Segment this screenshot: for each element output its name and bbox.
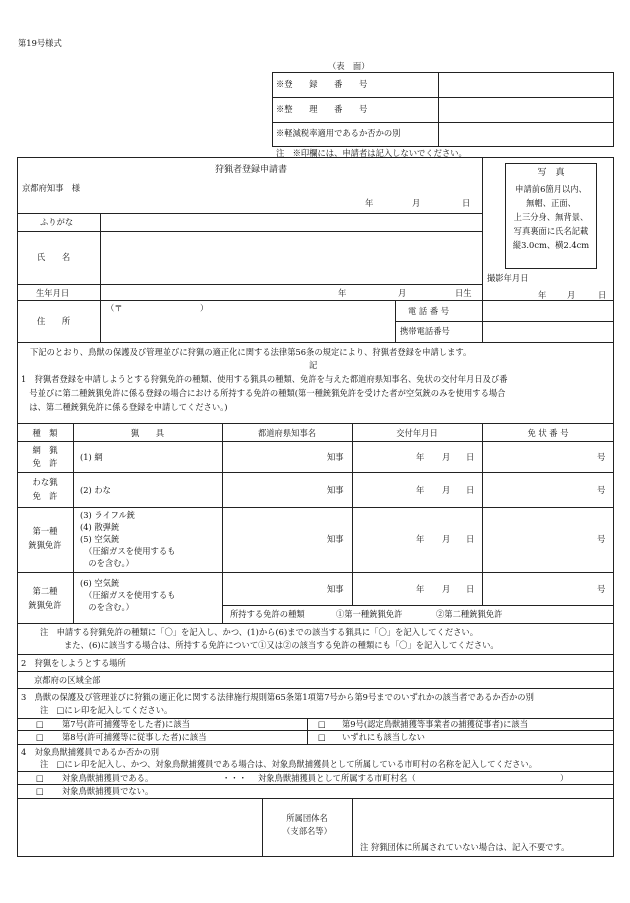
- processing-number-label: ※整 理 番 号: [276, 104, 368, 114]
- application-day-label: 日: [462, 198, 471, 208]
- issue-day-label: 日: [466, 485, 475, 495]
- phone-field[interactable]: [484, 302, 612, 320]
- section3-note: 注 □にレ印を記入してください。: [40, 705, 173, 715]
- tax-rate-label: ※軽減税率適用であるか否かの別: [276, 128, 401, 138]
- tool-label: のを含む。）: [80, 602, 134, 612]
- tool-label: (6) 空気銃: [80, 578, 120, 588]
- col-header-licence-number: 免 状 番 号: [527, 428, 569, 438]
- section4-title: 4 対象鳥獣捕獲員であるか否かの別: [21, 747, 160, 757]
- rule-none-label: いずれにも該当しない: [342, 732, 425, 742]
- birth-date-field[interactable]: [102, 286, 480, 299]
- section1-text: 号並びに第二種銃猟免許に係る登録の場合における所持する免許の種類(第一種銃猟免許を受けた者が空気銃のみを使用する場合: [21, 388, 506, 398]
- tool-label: (2) わな: [80, 485, 111, 495]
- kind-label: 銃猟免許: [28, 600, 62, 610]
- issue-day-label: 日: [466, 534, 475, 544]
- ki-label: 記: [309, 360, 318, 370]
- addressee: 京都府知事 様: [22, 183, 81, 193]
- office-note: 注 ※印欄には、申請者は記入しないでください。: [276, 148, 467, 158]
- tool-label: （圧縮ガスを使用するも: [80, 590, 176, 600]
- checkbox-capturer-yes[interactable]: □: [36, 773, 44, 783]
- municipality-close: ）: [560, 773, 569, 783]
- rule-9-label: 第9号(認定鳥獣捕獲等事業者の捕獲従事者)に該当: [342, 719, 528, 729]
- photo-instruction: 無帽、正面、: [526, 198, 576, 208]
- birth-year-label: 年: [338, 288, 347, 298]
- photo-instruction: 写真裏面に氏名記載: [513, 226, 589, 236]
- tool-label: (3) ライフル銃: [80, 510, 136, 520]
- dots: ・・・: [222, 773, 247, 783]
- issue-month-label: 月: [442, 534, 451, 544]
- governor-suffix: 知事: [327, 534, 344, 544]
- affiliation-note: 注 狩猟団体に所属されていない場合は、記入不要です。: [360, 842, 570, 852]
- issue-year-label: 年: [416, 485, 425, 495]
- phone-label: 電 話 番 号: [408, 306, 450, 316]
- application-year-label: 年: [365, 198, 374, 208]
- registration-number-label: ※登 録 番 号: [276, 79, 368, 89]
- form-title: 狩猟者登録申請書: [215, 165, 288, 175]
- issue-year-label: 年: [416, 584, 425, 594]
- held-licence-option-1[interactable]: ①第一種銃猟免許: [336, 609, 403, 619]
- col-header-tools: 猟 具: [130, 428, 165, 438]
- rule-8-label: 第8号(許可捕獲等に従事した者)に該当: [62, 732, 207, 742]
- kind-label: 第二種: [32, 586, 58, 596]
- birth-date-label: 生年月日: [36, 288, 70, 298]
- tool-label: (4) 散弾銃: [80, 522, 120, 532]
- held-licence-option-2[interactable]: ②第二種銃猟免許: [436, 609, 503, 619]
- kind-label: 第一種: [32, 526, 58, 536]
- section1-text: 1 狩猟者登録を申請しようとする狩猟免許の種類、使用する猟具の種類、免許を与えた都道府県知事名、免状の交付年月日及び番: [21, 374, 508, 384]
- tool-label: のを含む。）: [80, 558, 134, 568]
- municipality-label: 対象鳥獣捕獲員として所属する市町村名（: [258, 773, 416, 783]
- affiliation-field[interactable]: [354, 800, 612, 838]
- photo-instruction: 上三分身、無背景、: [513, 212, 589, 222]
- governor-suffix: 知事: [327, 584, 344, 594]
- mobile-label: 携帯電話番号: [400, 326, 450, 336]
- postal-open: （〒: [106, 303, 123, 313]
- mobile-field[interactable]: [484, 323, 612, 341]
- statement: 下記のとおり、鳥獣の保護及び管理並びに狩猟の適正化に関する法律第56条の規定により、狩猟者登録を申請します。: [30, 347, 472, 357]
- photo-day-label: 日: [598, 290, 607, 300]
- name-field[interactable]: [102, 233, 480, 283]
- held-licence-label: 所持する免許の種類: [230, 609, 305, 619]
- address-label: 住 所: [37, 316, 71, 326]
- checkbox-rule-9[interactable]: □: [318, 719, 326, 729]
- checkbox-rule-7[interactable]: □: [36, 719, 44, 729]
- furigana-label: ふりがな: [40, 217, 74, 227]
- name-label: 氏 名: [37, 252, 71, 262]
- photo-instruction: 申請前6箇月以内、: [515, 184, 587, 194]
- affiliation-label: 所属団体名: [286, 813, 328, 823]
- tax-rate-field[interactable]: [440, 124, 612, 146]
- section1-text: は、第二種銃猟免許に係る登録を申請してください。): [21, 402, 228, 412]
- photo-instruction: 縦3.0cm、横2.4cm: [512, 240, 590, 250]
- issue-year-label: 年: [416, 534, 425, 544]
- photo-taken-date-label: 撮影年月日: [487, 273, 529, 283]
- kind-label: わな猟: [32, 477, 58, 487]
- licence-number-suffix: 号: [597, 485, 606, 495]
- licence-number-suffix: 号: [597, 584, 606, 594]
- birth-month-label: 月: [398, 288, 407, 298]
- issue-month-label: 月: [442, 452, 451, 462]
- application-month-label: 月: [412, 198, 421, 208]
- processing-number-field[interactable]: [440, 99, 612, 121]
- checkbox-capturer-no[interactable]: □: [36, 786, 44, 796]
- licence-number-suffix: 号: [597, 534, 606, 544]
- checkbox-rule-none[interactable]: □: [318, 732, 326, 742]
- section4-note: 注 □にレ印を記入し、かつ、対象鳥獣捕獲員である場合は、対象鳥獣捕獲員として所属している市町村の名称を記入してください。: [40, 759, 538, 769]
- kind-label: 銃猟免許: [28, 540, 62, 550]
- front-side-label: （表 面）: [328, 61, 370, 71]
- governor-suffix: 知事: [327, 485, 344, 495]
- table-note: また、(6)に該当する場合は、所持する免許について①又は②の該当する免許の種類にも「〇」を記入してください。: [64, 640, 499, 650]
- birth-day-label: 日生: [455, 288, 472, 298]
- rule-7-label: 第7号(許可捕獲等をした者)に該当: [62, 719, 190, 729]
- capturer-no-label: 対象鳥獣捕獲員でない。: [62, 786, 154, 796]
- table-note: 注 申請する狩猟免許の種類に「〇」を記入し、かつ、(1)から(6)までの該当する猟具に「〇」を記入してください。: [40, 627, 479, 637]
- municipality-field[interactable]: [436, 772, 556, 783]
- checkbox-rule-8[interactable]: □: [36, 732, 44, 742]
- section3-title: 3 鳥獣の保護及び管理並びに狩猟の適正化に関する法律施行規則第65条第1項第7号から第9号までのいずれかの該当者であるか否かの別: [21, 692, 534, 702]
- issue-month-label: 月: [442, 584, 451, 594]
- section2-value: 京都府の区域全部: [34, 675, 101, 685]
- col-header-governor: 都道府県知事名: [257, 428, 317, 438]
- kind-label: 免 許: [32, 491, 58, 501]
- section2-title: 2 狩猟をしようとする場所: [21, 658, 126, 668]
- issue-day-label: 日: [466, 452, 475, 462]
- kind-label: 免 許: [32, 458, 58, 468]
- governor-suffix: 知事: [327, 452, 344, 462]
- form-number: 第19号様式: [18, 38, 62, 48]
- issue-month-label: 月: [442, 485, 451, 495]
- issue-year-label: 年: [416, 452, 425, 462]
- tool-label: (5) 空気銃: [80, 534, 120, 544]
- tool-label: （圧縮ガスを使用するも: [80, 546, 176, 556]
- issue-day-label: 日: [466, 584, 475, 594]
- kind-label: 網 猟: [32, 445, 58, 455]
- address-field[interactable]: [102, 302, 393, 341]
- photo-year-label: 年: [538, 290, 547, 300]
- furigana-field[interactable]: [102, 215, 480, 230]
- col-header-issue-date: 交付年月日: [396, 428, 438, 438]
- col-header-kind: 種 類: [32, 428, 58, 438]
- postal-close: ）: [200, 303, 209, 313]
- tool-label: (1) 網: [80, 452, 103, 462]
- affiliation-label-sub: （支部名等）: [282, 826, 332, 836]
- capturer-yes-label: 対象鳥獣捕獲員である。: [62, 773, 154, 783]
- registration-number-field[interactable]: [440, 74, 612, 96]
- photo-month-label: 月: [567, 290, 576, 300]
- licence-number-suffix: 号: [597, 452, 606, 462]
- photo-title: 写 真: [537, 168, 565, 178]
